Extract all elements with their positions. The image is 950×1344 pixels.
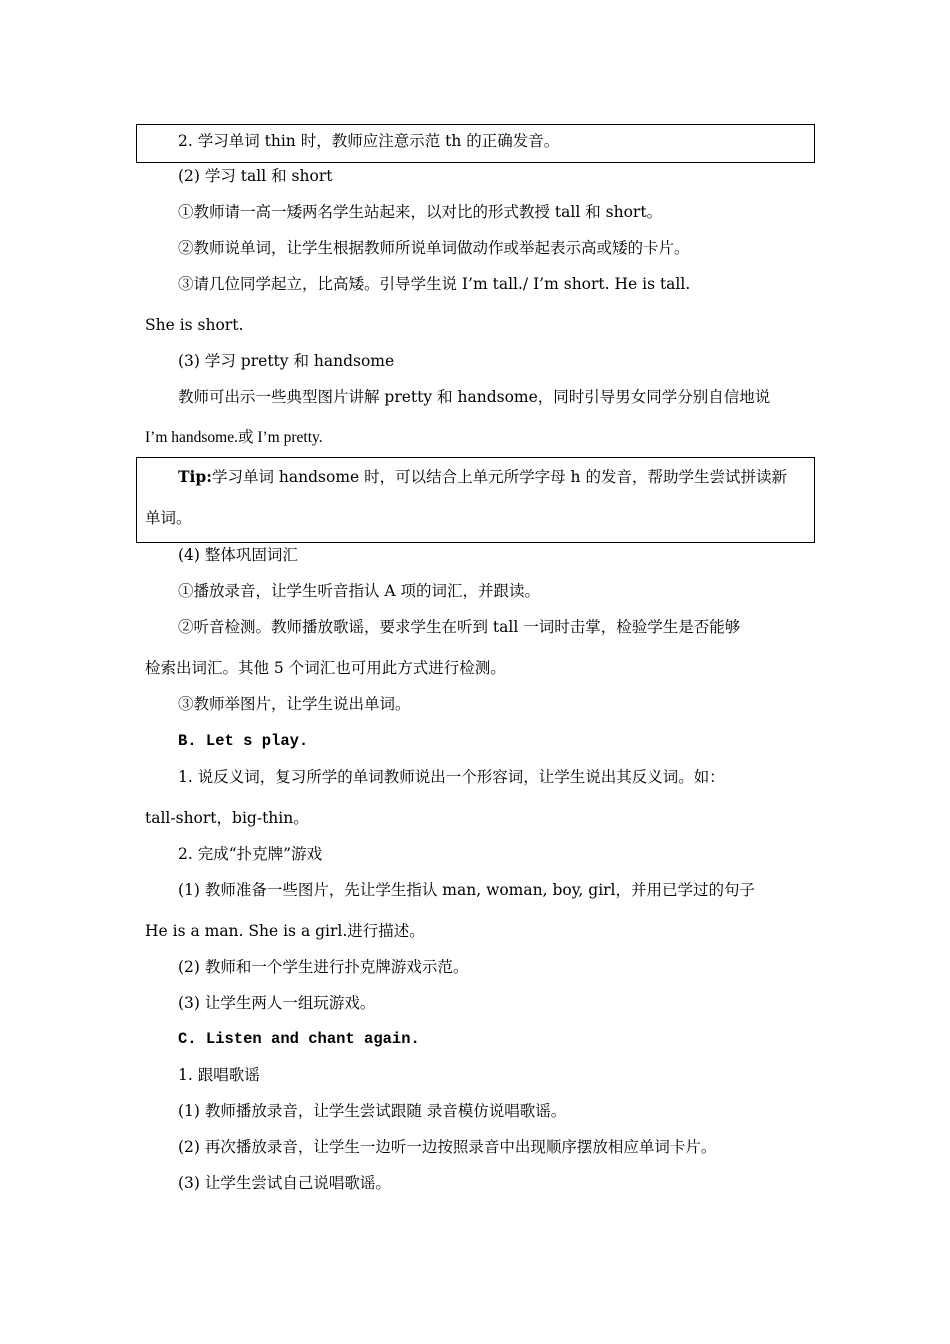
list-item: (1) 教师准备一些图片，先让学生指认 man, woman, boy, girl，并用已学过的句子 (178, 881, 756, 899)
list-item: ②教师说单词，让学生根据教师所说单词做动作或举起表示高或矮的卡片。 (178, 239, 690, 257)
section-heading-3: (3) 学习 pretty 和 handsome (178, 352, 395, 370)
paragraph: 2. 完成“扑克牌”游戏 (178, 845, 323, 863)
paragraph-continuation: tall-short，big-thin。 (145, 809, 309, 827)
list-item: ①播放录音，让学生听音指认 A 项的词汇，并跟读。 (178, 582, 541, 600)
list-item: (2) 再次播放录音，让学生一边听一边按照录音中出现顺序摆放相应单词卡片。 (178, 1138, 717, 1156)
section-heading-c: C. Listen and chant again. (178, 1030, 420, 1048)
paragraph-continuation: I’m handsome.或 I’m pretty. (145, 429, 323, 446)
paragraph: 教师可出示一些典型图片讲解 pretty 和 handsome，同时引导男女同学分别自信地说 (178, 388, 771, 406)
section-heading-b: B. Let s play. (178, 732, 309, 750)
list-item: (2) 教师和一个学生进行扑克牌游戏示范。 (178, 958, 469, 976)
paragraph: 1. 说反义词，复习所学的单词教师说出一个形容词，让学生说出其反义词。如： (178, 768, 725, 786)
section-heading-4: (4) 整体巩固词汇 (178, 546, 298, 564)
tip-box (136, 457, 815, 543)
list-item: (3) 让学生尝试自己说唱歌谣。 (178, 1174, 391, 1192)
tip-text: 学习单词 handsome 时，可以结合上单元所学字母 h 的发音，帮助学生尝试拼读新 (211, 468, 787, 486)
list-item-continuation: He is a man. She is a girl.进行描述。 (145, 922, 425, 940)
list-item: ②听音检测。教师播放歌谣，要求学生在听到 tall 一词时击掌，检验学生是否能够 (178, 618, 741, 636)
list-item: ③请几位同学起立，比高矮。引导学生说 I’m tall./ I’m short. He is tall. (178, 275, 691, 293)
list-item-continuation: 检索出词汇。其他 5 个词汇也可用此方式进行检测。 (145, 659, 506, 677)
tip-line-2: 单词。 (145, 509, 192, 527)
note-box-thin (136, 124, 815, 163)
list-item: ③教师举图片，让学生说出单词。 (178, 695, 411, 713)
paragraph: 1. 跟唱歌谣 (178, 1066, 260, 1084)
list-item: ①教师请一高一矮两名学生站起来，以对比的形式教授 tall 和 short。 (178, 203, 663, 221)
note-text: 2. 学习单词 thin 时，教师应注意示范 th 的正确发音。 (178, 132, 560, 150)
list-item: (1) 教师播放录音，让学生尝试跟随 录音模仿说唱歌谣。 (178, 1102, 567, 1120)
section-heading-2: (2) 学习 tall 和 short (178, 167, 333, 185)
tip-line-1 (178, 467, 787, 487)
tip-label: Tip: (178, 467, 212, 486)
list-item-continuation: She is short. (145, 316, 244, 334)
list-item: (3) 让学生两人一组玩游戏。 (178, 994, 376, 1012)
